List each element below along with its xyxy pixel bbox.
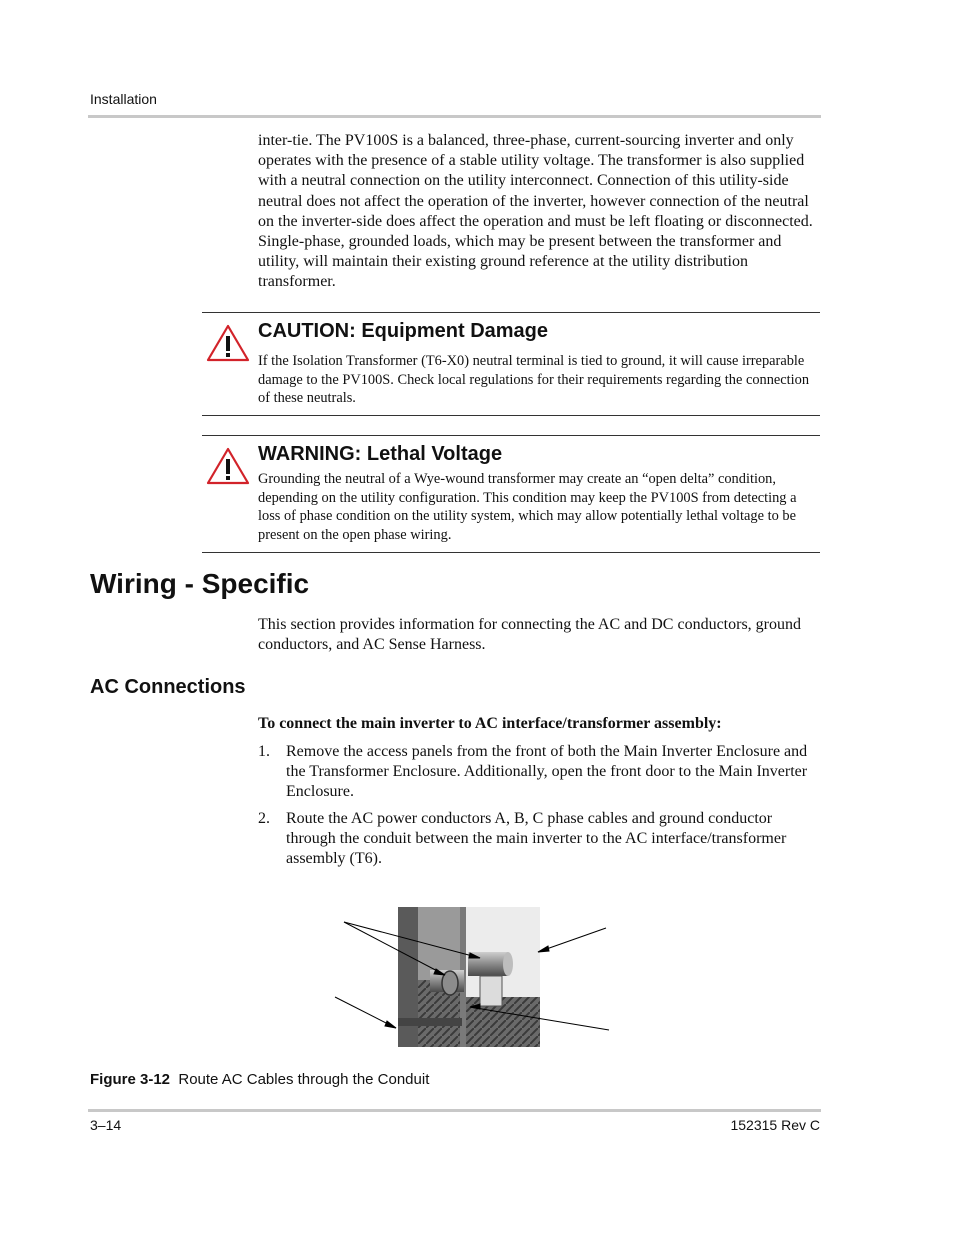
subsection-heading: AC Connections [90,676,246,698]
list-item [258,742,820,804]
warning-text: Grounding the neutral of a Wye-wound transformer may create an “open delta” condition, depending on the utility configuration. This condition may keep the PV100S from detecting a loss of phase condition on the utility system, which may allow potentially lethal voltage to be present on the open phase wiring. [258,471,797,543]
figure-caption-text: Route AC Cables through the Conduit [178,1071,430,1088]
conduit-photo-figure [330,900,620,1050]
running-header: Installation [90,91,157,107]
warning-triangle-icon [206,446,250,486]
caution-text: If the Isolation Transformer (T6-X0) neutral terminal is tied to ground, it will cause irreparable damage to the PV100S. Check local regulations for their requirements regarding the connection of these neutrals. [258,353,810,407]
section-heading: Wiring - Specific [90,568,310,599]
caution-title: CAUTION: Equipment Damage [258,320,549,342]
step-text: Route the AC power conductors A, B, C phase cables and ground conductor through the conduit between the main inverter to the AC interface/transformer assembly (T6). [286,810,787,868]
step-text: Remove the access panels from the front of both the Main Inverter Enclosure and the Transformer Enclosure. Additionally, open the front door to the Main Inverter Enclosure. [286,743,808,801]
figure-caption [90,1071,429,1088]
warning-box [202,435,820,553]
page-number: 3–14 [90,1117,122,1133]
figure-label: Figure 3-12 [90,1071,171,1088]
warning-triangle-icon [206,323,250,363]
header-rule [88,115,821,118]
document-number: 152315 Rev C [730,1117,820,1133]
section-intro: This section provides information for connecting the AC and DC conductors, ground conductors, and AC Sense Harness. [258,616,802,654]
footer-rule [88,1109,821,1112]
photo [398,907,540,1047]
procedure-title: To connect the main inverter to AC interface/transformer assembly: [258,715,722,732]
step-number: 2. [258,810,270,827]
list-item [258,809,820,871]
intro-paragraph: inter-tie. The PV100S is a balanced, three-phase, current-sourcing inverter and only operates with the presence of a stable utility voltage. The transformer is also supplied with a neutral connection on the utility interconnect. Connection of this utility-side neutral does not affect the operation of the inverter, however connection of the neutral on the inverter-side does affect the operation and must be left floating or disconnected. Single-phase, grounded loads, which may be present between the transformer and utility, will maintain their existing ground reference at the utility distribution transformer. [258,132,813,291]
warning-title: WARNING: Lethal Voltage [258,443,503,465]
step-number: 1. [258,743,270,760]
caution-box [202,312,820,416]
